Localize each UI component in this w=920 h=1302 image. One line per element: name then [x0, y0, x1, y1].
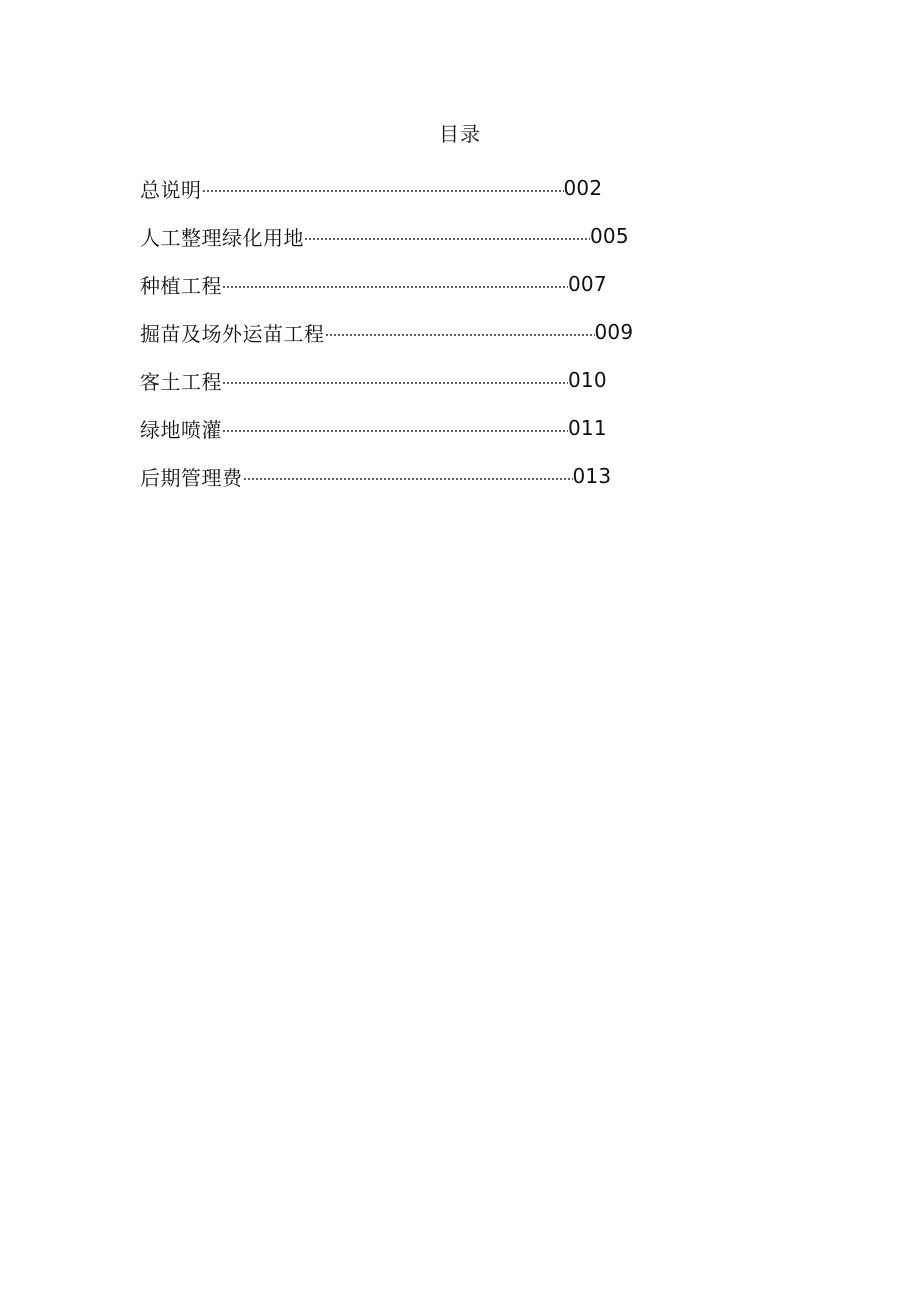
toc-entry-label: 后期管理费 — [140, 465, 243, 490]
toc-entry-page: 007 — [568, 272, 607, 296]
toc-entry-soil-replacement[interactable] — [140, 356, 633, 404]
toc-entry-label: 掘苗及场外运苗工程 — [140, 321, 325, 346]
toc-dot-leader — [304, 238, 590, 240]
toc-entry-page: 009 — [594, 320, 634, 344]
toc-entry-label: 绿地喷灌 — [140, 417, 222, 442]
toc-entry-page: 013 — [572, 464, 612, 488]
toc-dot-leader — [243, 478, 573, 480]
toc-entry-label: 种植工程 — [140, 273, 222, 298]
toc-entry-irrigation[interactable] — [140, 404, 633, 452]
toc-entry-page: 005 — [590, 224, 629, 248]
toc-dot-leader — [222, 382, 568, 384]
toc-dot-leader — [202, 190, 564, 192]
toc-dot-leader — [222, 286, 568, 288]
toc-entry-land-preparation[interactable] — [140, 212, 633, 260]
toc-entry-page: 011 — [568, 416, 607, 440]
toc-entry-label: 总说明 — [140, 177, 202, 202]
toc-dot-leader — [325, 334, 595, 336]
toc-entry-label: 客土工程 — [140, 369, 222, 394]
toc-entry-planting[interactable] — [140, 260, 633, 308]
toc-title: 目录 — [439, 122, 481, 146]
toc-entry-label: 人工整理绿化用地 — [140, 225, 304, 250]
toc-dot-leader — [222, 430, 568, 432]
toc-entry-seedling-transport[interactable] — [140, 308, 633, 356]
toc-list — [140, 164, 633, 500]
toc-entry-page: 010 — [568, 368, 607, 392]
toc-entry-general-notes[interactable] — [140, 164, 633, 212]
toc-entry-page: 002 — [563, 176, 603, 200]
toc-entry-maintenance-fee[interactable] — [140, 452, 633, 500]
